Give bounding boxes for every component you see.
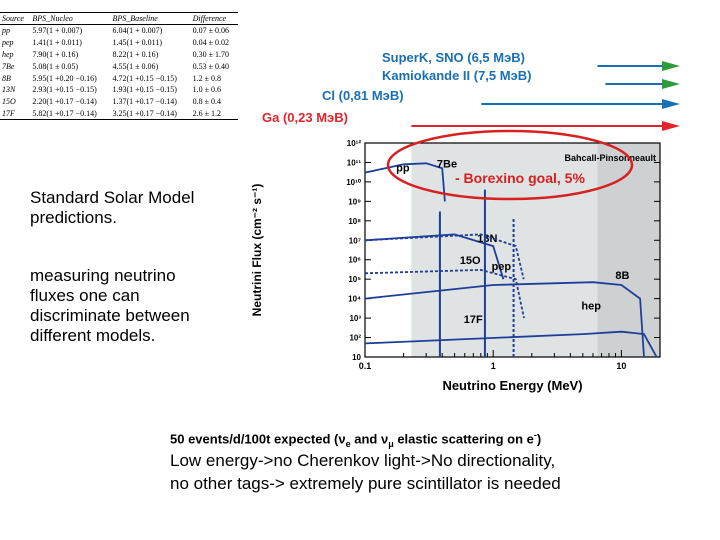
y-tick-label: 10⁸ bbox=[348, 216, 361, 226]
series-label-7be: 7Be bbox=[436, 158, 458, 171]
series-label-8b: 8B bbox=[615, 270, 630, 283]
table-cell: 5.97(1 + 0.007) bbox=[32, 26, 83, 36]
table-cell: 17F bbox=[0, 107, 30, 119]
table-cell: 2.20(1 +0.17 −0.14) bbox=[32, 97, 97, 107]
series-label-17f: 17F bbox=[463, 314, 483, 327]
table-cell: 6.04(1 + 0.007) bbox=[112, 26, 163, 36]
table-cell: 0.07 ± 0.06 bbox=[192, 26, 230, 36]
table-cell: 1.93(1 +0.15 −0.15) bbox=[112, 85, 177, 95]
series-label-15o: 15O bbox=[459, 255, 481, 268]
table-cell: 1.0 ± 0.6 bbox=[192, 85, 222, 95]
conclusion-line-2: no other tags-> extremely pure scintillator is needed bbox=[170, 474, 561, 493]
y-tick-label: 10⁷ bbox=[348, 236, 361, 246]
y-tick-label: 10¹⁰ bbox=[346, 177, 361, 187]
conclusion-line-1: Low energy->no Cherenkov light->No directionality, bbox=[170, 451, 556, 470]
y-axis-label: Neutrini Flux (cm⁻² s⁻¹) bbox=[250, 183, 264, 317]
x-tick-label: 1 bbox=[490, 361, 496, 371]
table-cell: 1.2 ± 0.8 bbox=[192, 73, 222, 83]
table-cell: pep bbox=[2, 38, 14, 48]
table-header-1: BPS_Nucleo bbox=[30, 13, 110, 25]
y-tick-label: 10² bbox=[349, 333, 361, 343]
table-cell: 1.45(1 + 0.011) bbox=[112, 38, 163, 48]
measuring-text: measuring neutrino fluxes one can discriminate between different models. bbox=[30, 266, 190, 345]
ssm-caption: Standard Solar Model predictions. bbox=[30, 188, 195, 227]
x-axis-label: Neutrino Energy (MeV) bbox=[442, 378, 583, 393]
y-tick-label: 10⁴ bbox=[348, 294, 361, 304]
table-cell: hep bbox=[2, 49, 14, 59]
table-cell: 1.37(1 +0.17 −0.14) bbox=[112, 97, 177, 107]
table-cell: pp bbox=[2, 26, 10, 36]
threshold-arrows bbox=[0, 0, 720, 145]
table-cell: 5.82(1 +0.17 −0.14) bbox=[30, 107, 110, 119]
x-tick-label: 0.1 bbox=[358, 361, 372, 371]
table-cell: 4.55(1 ± 0.06) bbox=[112, 61, 159, 71]
y-tick-label: 10⁶ bbox=[348, 255, 361, 265]
series-label-pp: pp bbox=[396, 162, 410, 175]
table-cell: 4.72(1 +0.15 −0.15) bbox=[112, 73, 177, 83]
table-cell: 15O bbox=[2, 97, 16, 107]
series-label-hep: hep bbox=[581, 300, 601, 313]
y-tick-label: 10 bbox=[352, 353, 361, 362]
table-cell: 0.53 ± 0.40 bbox=[192, 61, 230, 71]
table-cell: 0.04 ± 0.02 bbox=[192, 38, 230, 48]
table-cell: 7Be bbox=[2, 61, 15, 71]
y-tick-label: 10¹¹ bbox=[346, 158, 361, 168]
table-cell: 0.30 ± 1.70 bbox=[192, 49, 230, 59]
table-header-2: BPS_Baseline bbox=[111, 13, 191, 25]
threshold-arrow-head bbox=[662, 121, 680, 131]
borexino-goal: - Borexino goal, 5% bbox=[455, 170, 585, 186]
events-text: 50 events/d/100t expected ($\nu_e$ and $\nu_\mu$ elastic scattering on e-) bbox=[170, 430, 542, 449]
y-tick-label: 10⁵ bbox=[348, 275, 361, 285]
threshold-label: SuperK, SNO (6,5 МэВ) bbox=[382, 50, 525, 65]
borexino-ellipse bbox=[380, 125, 640, 205]
y-tick-label: 10³ bbox=[349, 314, 361, 324]
chart-annotation: Bahcall-Pinsonneault bbox=[564, 153, 656, 163]
series-label-pep: pep bbox=[491, 260, 512, 273]
table-cell: 8.22(1 + 0.16) bbox=[112, 49, 159, 59]
table-cell: 0.8 ± 0.4 bbox=[192, 97, 222, 107]
y-tick-label: 10⁹ bbox=[348, 197, 361, 207]
threshold-label: Ga (0,23 МэВ) bbox=[262, 110, 348, 125]
threshold-arrow-head bbox=[662, 99, 680, 109]
threshold-arrow-head bbox=[662, 61, 680, 71]
threshold-label: Cl (0,81 МэВ) bbox=[322, 88, 404, 103]
x-tick-label: 10 bbox=[616, 361, 627, 371]
series-label-13n: 13N bbox=[477, 233, 498, 246]
table-cell: 1.41(1 + 0.011) bbox=[32, 38, 82, 48]
table-cell: 5.95(1 +0.20 −0.16) bbox=[32, 73, 97, 83]
table-cell: 2.6 ± 1.2 bbox=[191, 107, 238, 119]
y-tick-label: 10¹² bbox=[346, 139, 361, 148]
table-header-0: Source bbox=[0, 13, 30, 25]
table-header-3: Difference bbox=[191, 13, 238, 25]
table-cell: 13N bbox=[2, 85, 16, 95]
table-cell: 7.90(1 + 0.16) bbox=[32, 49, 79, 59]
table-cell: 2.93(1 +0.15 −0.15) bbox=[32, 85, 97, 95]
table-cell: 3.25(1 +0.17 −0.14) bbox=[111, 107, 191, 119]
threshold-arrow-head bbox=[662, 79, 680, 89]
table-cell: 5.08(1 ± 0.05) bbox=[32, 61, 79, 71]
threshold-label: Kamiokande II (7,5 МэВ) bbox=[382, 68, 532, 83]
table-cell: 8B bbox=[2, 73, 11, 83]
